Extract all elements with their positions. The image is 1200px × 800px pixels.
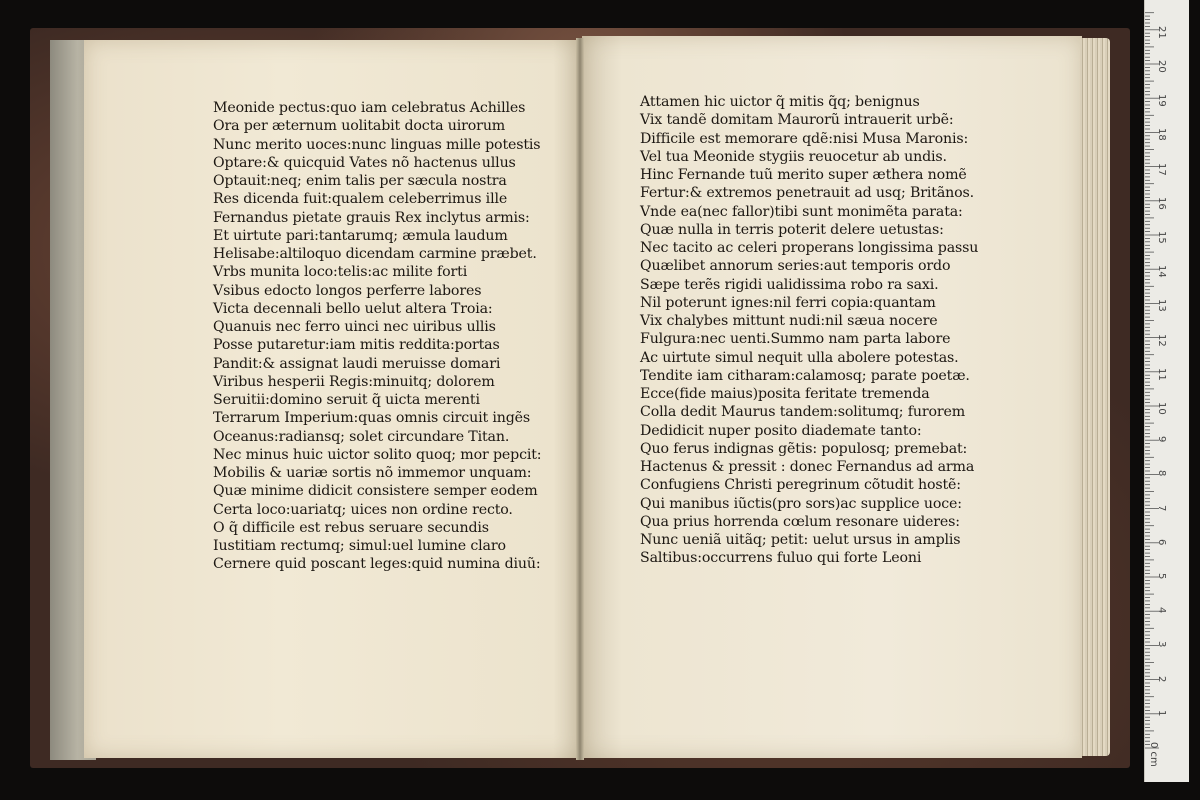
left-page-line: Optare:& quicquid Vates nõ hactenus ullus	[213, 154, 516, 171]
left-page-line: Certa loco:uariatq; uices non ordine recto.	[213, 501, 513, 518]
right-page-line: Nil poterunt ignes:nil ferri copia:quantam	[640, 294, 936, 311]
page-edges	[1080, 38, 1110, 756]
ruler-number: 21	[1156, 25, 1167, 39]
right-page-line: Hactenus & pressit : donec Fernandus ad arma	[640, 459, 975, 475]
left-page-line: Vrbs munita loco:telis:ac milite forti	[213, 264, 468, 281]
left-page-line: Meonide pectus:quo iam celebratus Achilles	[213, 100, 526, 116]
left-page-line: Vsibus edocto longos perferre labores	[213, 282, 482, 299]
right-page-line: Quo ferus indignas gẽtis: populosq; premebat:	[640, 440, 968, 457]
ruler-number: 14	[1156, 265, 1167, 278]
ruler-number: 8	[1156, 470, 1167, 477]
ruler-number: 16	[1156, 196, 1167, 210]
right-page-line: Colla dedit Maurus tandem:solitumq; furorem	[640, 404, 966, 421]
left-page-line: Nunc merito uoces:nunc linguas mille potestis	[213, 136, 541, 153]
left-page-line: Quæ minime didicit consistere semper eodem	[213, 483, 538, 500]
right-page-line: Dedidicit nuper posito diademate tanto:	[640, 422, 922, 439]
left-page-line: Pandit:& assignat laudi meruisse domari	[213, 355, 501, 372]
right-page-line: Tendite iam citharam:calamosq; parate poetæ.	[640, 367, 970, 384]
left-page-line: Seruitii:domino seruit q̃ uicta merenti	[213, 392, 480, 408]
right-page-line: Nec tacito ac celeri properans longissima passu	[640, 240, 979, 256]
left-page-line: O q̃ difficile est rebus seruare secundis	[213, 519, 489, 536]
ruler-number: 1	[1156, 709, 1167, 717]
left-page-line: Mobilis & uariæ sortis nõ immemor unquam:	[213, 465, 532, 481]
ruler-number: 7	[1156, 504, 1167, 511]
left-page-line: Nec minus huic uictor solito quoq; mor pepcit:	[213, 446, 542, 463]
right-page-text	[640, 93, 978, 568]
right-page-line: Ecce(fide maius)posita feritate tremenda	[640, 386, 930, 402]
left-page-line: Cernere quid poscant leges:quid numina diuũ:	[213, 556, 541, 573]
left-page-line: Viribus hesperii Regis:minuitq; dolorem	[213, 373, 495, 390]
ruler-number: 2	[1156, 675, 1167, 682]
ruler-unit-label: 0 cm	[1148, 742, 1159, 767]
ruler-number: 17	[1156, 162, 1167, 176]
right-page-line: Nunc ueniã uitãq; petit: uelut ursus in amplis	[640, 532, 961, 548]
right-page-line: Fertur:& extremos penetrauit ad usq; Britãnos.	[640, 185, 975, 202]
ruler-number: 10	[1156, 402, 1167, 415]
left-page-line: Quanuis nec ferro uinci nec uiribus ullis	[213, 319, 496, 335]
right-page-line: Qui manibus iũctis(pro sors)ac supplice uoce:	[640, 495, 962, 512]
left-page-line: Res dicenda fuit:qualem celeberrimus ille	[213, 191, 508, 208]
ruler-number: 5	[1156, 573, 1167, 580]
ruler-ticks	[1145, 0, 1189, 782]
right-page-line: Fulgura:nec uenti.Summo nam parta labore	[640, 331, 951, 348]
ruler-number: 6	[1156, 538, 1167, 546]
ruler-number: 9	[1156, 436, 1167, 443]
right-page-line: Quæ nulla in terris poterit delere uetustas:	[640, 221, 944, 238]
left-page-line: Posse putaretur:iam mitis reddita:portas	[213, 337, 500, 354]
ruler-number: 20	[1156, 60, 1167, 73]
book-gutter	[576, 38, 584, 760]
left-page-line: Fernandus pietate grauis Rex inclytus armis:	[213, 209, 530, 226]
left-page-line: Victa decennali bello uelut altera Troia:	[213, 300, 493, 317]
left-page-line: Helisabe:altiloquo dicendam carmine præbet.	[213, 246, 537, 262]
right-page-line: Attamen hic uictor q̃ mitis q̃q; benignus	[640, 94, 920, 110]
ruler-number: 15	[1156, 231, 1167, 244]
ruler-number: 13	[1156, 299, 1167, 313]
right-page-line: Difficile est memorare qdẽ:nisi Musa Maronis:	[640, 130, 969, 147]
left-page-line: Et uirtute pari:tantarumq; æmula laudum	[213, 227, 508, 244]
right-page-line: Quælibet annorum series:aut temporis ordo	[640, 258, 951, 275]
ruler-number: 3	[1156, 641, 1167, 648]
left-page-line: Optauit:neq; enim talis per sæcula nostra	[213, 173, 507, 189]
ruler-number: 18	[1156, 128, 1167, 142]
right-page-line: Saltibus:occurrens fuluo qui forte Leoni	[640, 550, 922, 567]
left-page-line: Oceanus:radiansq; solet circundare Titan.	[213, 428, 510, 445]
ruler-number: 4	[1156, 607, 1167, 614]
ruler-number: 11	[1156, 367, 1167, 381]
right-page-line: Ac uirtute simul nequit ulla abolere potestas.	[640, 349, 959, 366]
ruler-number: 12	[1156, 333, 1167, 347]
right-page-line: Sæpe terẽs rigidi ualidissima robo ra saxi.	[640, 276, 939, 293]
right-page-line: Vix chalybes mittunt nudi:nil sæua nocere	[640, 313, 938, 329]
left-page-line: Terrarum Imperium:quas omnis circuit ingẽs	[213, 410, 531, 427]
right-page-line: Hinc Fernande tuũ merito super æthera nomẽ	[640, 167, 967, 183]
right-page-line: Vix tandẽ domitam Maurorũ intrauerit urbẽ:	[640, 112, 954, 129]
measurement-ruler	[1144, 0, 1189, 782]
left-page-line: Iustitiam rectumq; simul:uel lumine claro	[213, 538, 506, 554]
right-page-line: Vnde ea(nec fallor)tibi sunt monimẽta parata:	[640, 203, 963, 220]
left-page-line: Ora per æternum uolitabit docta uirorum	[213, 118, 506, 135]
right-page-line: Confugiens Christi peregrinum cõtudit hostẽ:	[640, 477, 961, 494]
right-page-line: Vel tua Meonide stygiis reuocetur ab undis.	[640, 148, 947, 165]
right-page-line: Qua prius horrenda cœlum resonare uideres:	[640, 513, 960, 530]
ruler-number: 19	[1156, 94, 1167, 107]
left-page-text	[213, 99, 541, 574]
